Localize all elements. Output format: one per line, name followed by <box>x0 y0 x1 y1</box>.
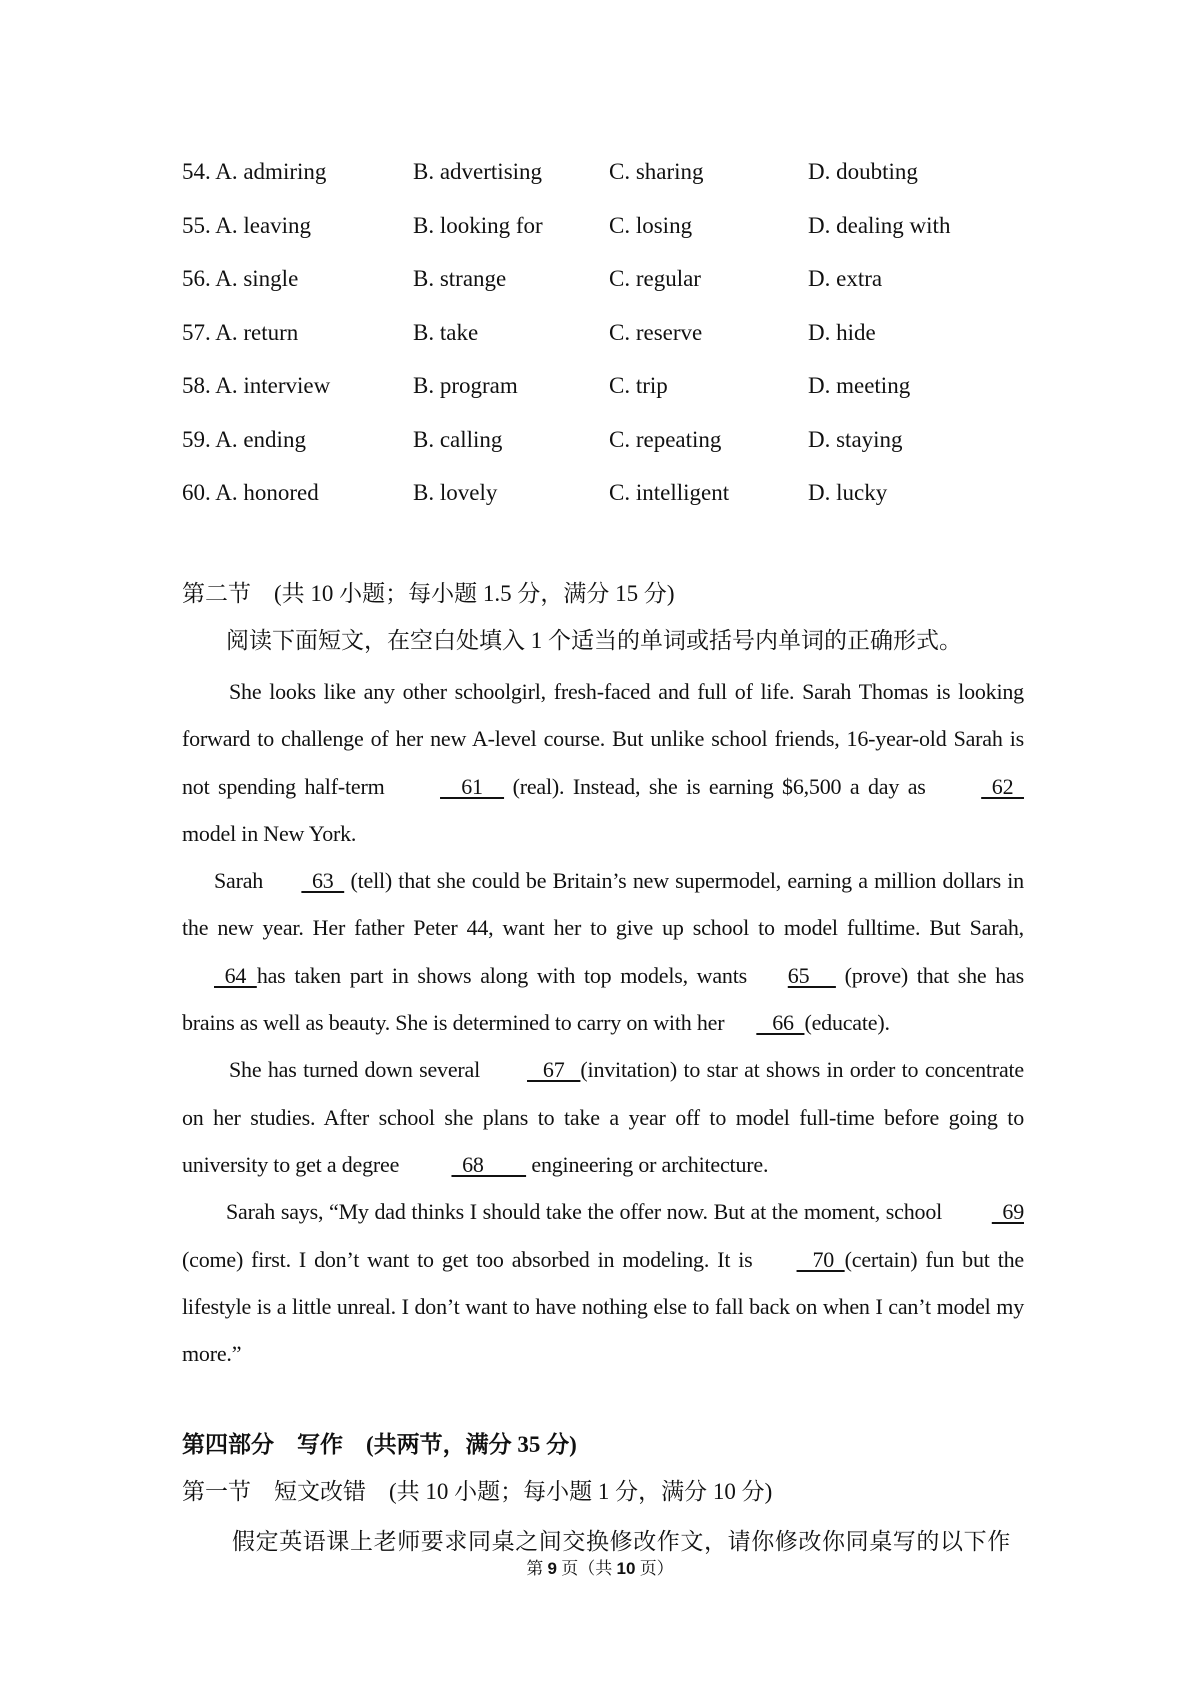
option-c: C. intelligent <box>609 480 730 505</box>
page-number: 9 <box>547 1559 558 1578</box>
option-c: C. regular <box>609 266 701 291</box>
option-c: C. losing <box>609 212 693 238</box>
footer-prefix: 第 <box>526 1559 548 1578</box>
option-a: 58. A. interview <box>182 373 331 398</box>
passage-text: (certain) fun but the lifestyle is a little unreal. I don’t want to have nothing else to fall back on when I can’t model my more.” <box>182 1246 1024 1367</box>
option-b: B. program <box>413 373 518 398</box>
page-total: 10 <box>616 1559 636 1578</box>
passage-text: She looks like any other schoolgirl, fresh-faced and full of life. Sarah Thomas is looking forward to challenge of her new A-level course. But unlike school friends, 16-year-old Sarah is not spending half-term <box>182 679 1024 799</box>
option-a: 60. A. honored <box>182 480 319 505</box>
option-b: B. advertising <box>413 159 543 184</box>
option-c: C. reserve <box>609 319 703 345</box>
option-d: D. lucky <box>808 480 888 505</box>
blank-64: 64 <box>214 962 257 988</box>
page-footer <box>0 1556 1200 1582</box>
passage-text: (tell) that she could be Britain’s new supermodel, earning a million dollars in the new year. Her father Peter 44, want her to give up school to model fulltime. But Sarah, <box>182 868 1024 941</box>
passage-text: Sarah says, “My dad thinks I should take the offer now. But at the moment, school <box>226 1199 948 1225</box>
passage-text: (invitation) to star at shows in order to concentrate on her studies. After school she plans to take a year off to model full-time before going to university to get a degree <box>182 1057 1024 1177</box>
choice-row-57 <box>182 313 1042 367</box>
option-d: D. meeting <box>808 373 911 398</box>
choice-row-55 <box>182 206 1042 260</box>
reading-passage <box>182 668 1024 1377</box>
option-d: D. hide <box>808 319 876 345</box>
choice-row-60 <box>182 473 1042 527</box>
option-d: D. dealing with <box>808 212 951 238</box>
option-a: 59. A. ending <box>182 426 306 452</box>
passage-paragraph-3 <box>182 1046 1024 1188</box>
choice-row-56 <box>182 259 1042 313</box>
passage-text: (prove) that she has brains as well as beauty. She is determined to carry on with her <box>182 962 1024 1036</box>
footer-suffix: 页） <box>635 1559 674 1578</box>
passage-paragraph-1 <box>182 668 1024 857</box>
blank-63: 63 <box>301 868 345 894</box>
option-a: 57. A. return <box>182 319 299 345</box>
option-a: 54. A. admiring <box>182 159 327 184</box>
part-4-section-1-title: 第一节 短文改错 (共 10 小题；每小题 1 分，满分 10 分) <box>182 1479 773 1504</box>
passage-text: model in New York. <box>182 820 357 846</box>
choice-row-54 <box>182 152 1042 206</box>
option-b: B. calling <box>413 426 503 452</box>
option-b: B. strange <box>413 266 507 291</box>
blank-67: 67 <box>527 1057 581 1083</box>
part-4-title: 第四部分 写作 (共两节，满分 35 分) <box>182 1432 577 1457</box>
blank-70: 70 <box>796 1246 845 1272</box>
passage-text: (educate). <box>804 1010 890 1036</box>
passage-paragraph-2 <box>182 857 1024 1046</box>
part-4-instruction: 假定英语课上老师要求同桌之间交换修改作文，请你修改你同桌写的以下作 <box>232 1529 1011 1554</box>
passage-text: has taken part in shows along with top models, wants <box>256 962 756 988</box>
blank-61: 61 <box>440 773 505 799</box>
passage-text: (real). Instead, she is earning $6,500 a day as <box>504 773 935 799</box>
passage-text: She has turned down several <box>229 1057 481 1083</box>
option-d: D. doubting <box>808 159 918 184</box>
option-d: D. extra <box>808 266 883 291</box>
blank-62: 62 <box>981 773 1024 799</box>
footer-middle: 页（共 <box>557 1559 617 1578</box>
section-2-title: 第二节 (共 10 小题；每小题 1.5 分，满分 15 分) <box>182 581 675 606</box>
blank-69: 69 <box>991 1199 1024 1225</box>
choice-row-59 <box>182 420 1042 474</box>
blank-68: 68 <box>451 1151 527 1177</box>
passage-text: Sarah <box>214 868 270 894</box>
option-b: B. looking for <box>413 212 543 238</box>
option-b: B. take <box>413 319 479 345</box>
passage-paragraph-4 <box>182 1188 1024 1377</box>
option-c: C. repeating <box>609 426 722 452</box>
option-a: 56. A. single <box>182 266 299 291</box>
blank-66: 66 <box>756 1010 805 1036</box>
option-c: C. sharing <box>609 159 704 184</box>
multiple-choice-options <box>182 152 1042 527</box>
choice-row-58 <box>182 366 1042 420</box>
option-d: D. staying <box>808 426 903 452</box>
section-2-instruction: 阅读下面短文，在空白处填入 1 个适当的单词或括号内单词的正确形式。 <box>226 628 962 653</box>
passage-text: engineering or architecture. <box>526 1151 769 1177</box>
passage-text: (come) first. I don’t want to get too absorbed in modeling. It is <box>182 1246 753 1272</box>
option-a: 55. A. leaving <box>182 212 312 238</box>
blank-65: 65 <box>787 962 836 988</box>
option-b: B. lovely <box>413 480 498 505</box>
option-c: C. trip <box>609 373 668 398</box>
